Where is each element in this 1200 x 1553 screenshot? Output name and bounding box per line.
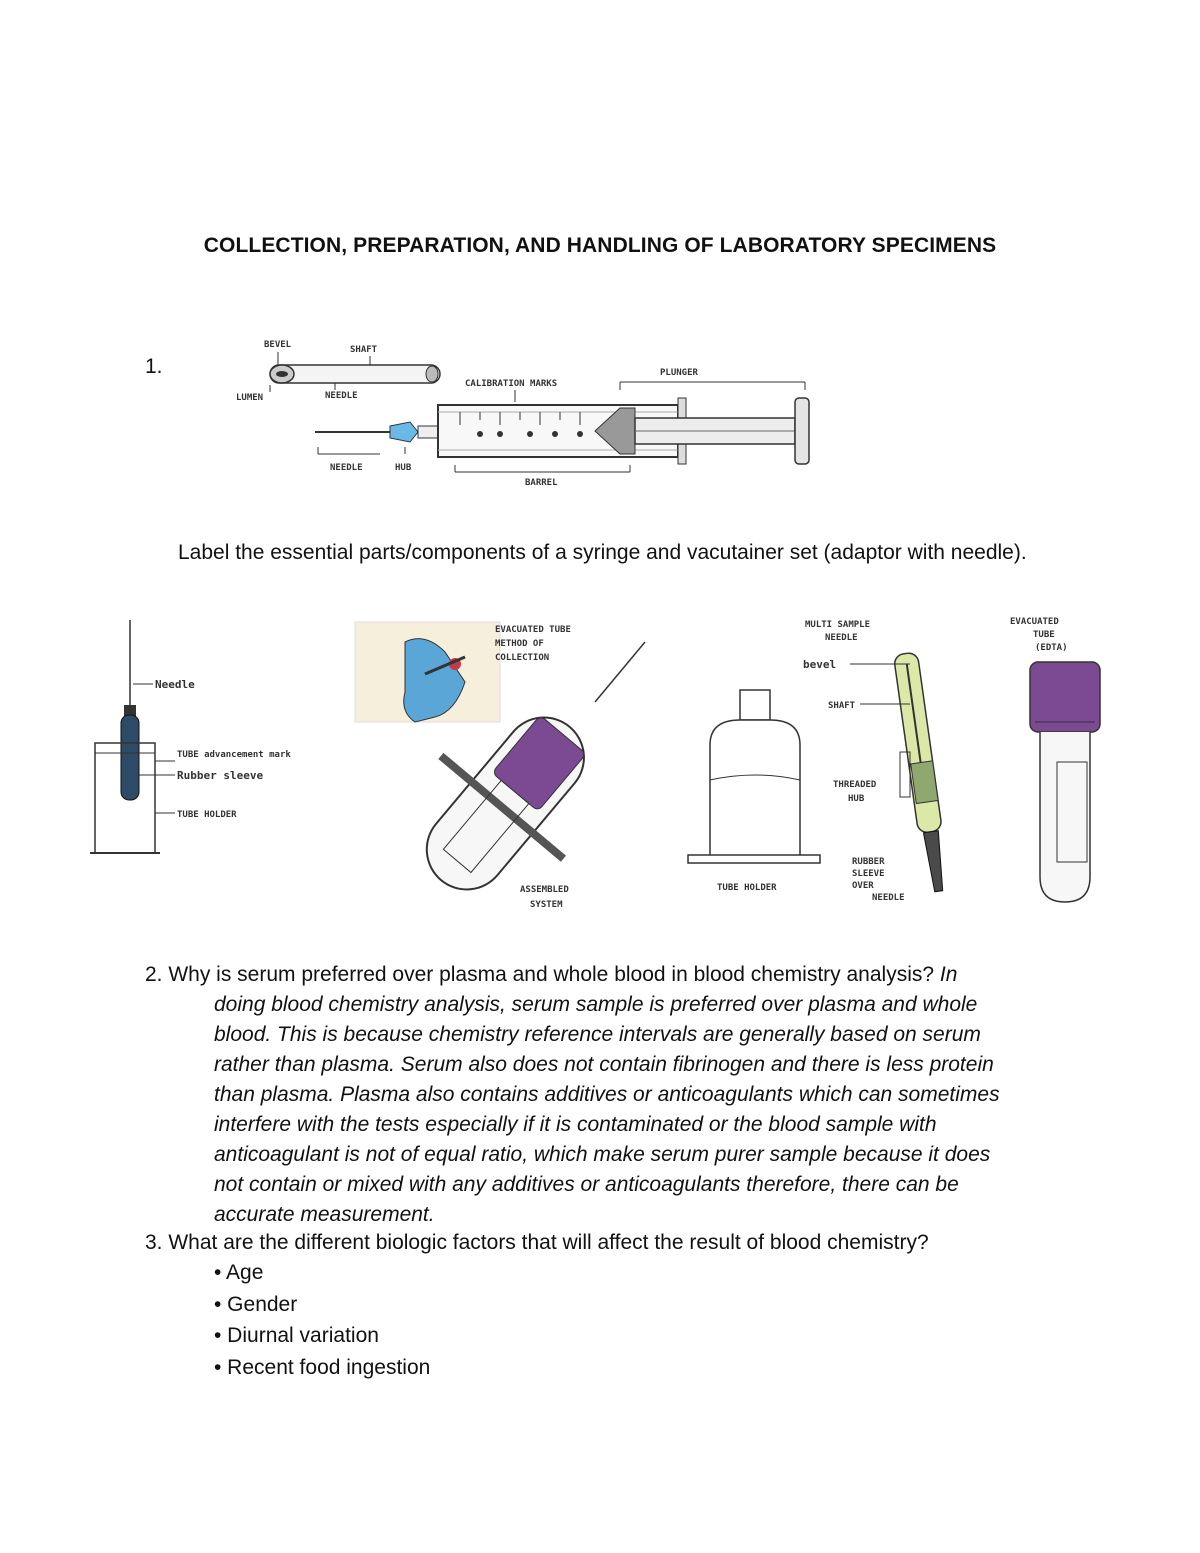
answer-line: anticoagulant is not of equal ratio, which make serum purer sample because it does <box>214 1143 991 1166</box>
label-needle-left: Needle <box>155 678 195 691</box>
label-evac-tube-2: TUBE <box>1033 630 1055 640</box>
label-shaft: SHAFT <box>350 345 378 355</box>
label-evacuated-method-2: METHOD OF <box>495 639 544 649</box>
question-2-answer-first: In <box>939 963 958 986</box>
label-multi-1: MULTI SAMPLE <box>805 620 871 630</box>
label-evac-tube-1: EVACUATED <box>1010 617 1059 627</box>
label-calibration-marks: CALIBRATION MARKS <box>465 379 558 389</box>
answer-line: rather than plasma. Serum also does not contain fibrinogen and there is less protein <box>214 1053 994 1076</box>
label-evacuated-method-1: EVACUATED TUBE <box>495 625 571 635</box>
question-1-instruction: Label the essential parts/components of a syringe and vacutainer set (adaptor with needle). <box>178 541 1027 564</box>
evacuated-tube-method-illustration <box>345 612 665 922</box>
evacuated-tube-edta-illustration <box>1005 612 1135 912</box>
answer-line: accurate measurement. <box>214 1203 435 1226</box>
list-item: • Gender <box>214 1292 298 1316</box>
multi-sample-needle-illustration <box>800 612 980 912</box>
label-hub: HUB <box>395 463 412 473</box>
label-rubber-2: SLEEVE <box>852 869 885 879</box>
label-evacuated-method-3: COLLECTION <box>495 653 550 663</box>
label-plunger: PLUNGER <box>660 368 698 378</box>
question-3: 3. What are the different biologic factors that will affect the result of blood chemistry? <box>145 1231 929 1254</box>
answer-line: than plasma. Plasma also contains additives or anticoagulants which can sometimes <box>214 1083 1000 1106</box>
label-barrel: BARREL <box>525 478 558 488</box>
label-threaded-2: HUB <box>848 794 865 804</box>
label-rubber-sleeve: Rubber sleeve <box>177 769 264 782</box>
answer-line: doing blood chemistry analysis, serum sample is preferred over plasma and whole <box>214 993 978 1016</box>
label-needle: NEEDLE <box>330 463 363 473</box>
label-rubber-1: RUBBER <box>852 857 885 867</box>
label-assembled-2: SYSTEM <box>530 900 563 910</box>
answer-line: blood. This is because chemistry reference intervals are generally based on serum <box>214 1023 981 1046</box>
biologic-factors-list <box>214 1257 430 1383</box>
needle-closeup <box>270 352 440 392</box>
label-evac-tube-3: (EDTA) <box>1035 643 1068 653</box>
label-tube-advancement: TUBE advancement mark <box>177 750 291 760</box>
label-shaft-multi: SHAFT <box>828 701 856 711</box>
label-multi-2: NEEDLE <box>825 633 858 643</box>
label-needle-top: NEEDLE <box>325 391 358 401</box>
label-rubber-3: OVER <box>852 881 874 891</box>
label-tube-holder: TUBE HOLDER <box>717 883 777 893</box>
question-2 <box>145 960 1085 990</box>
list-item: • Diurnal variation <box>214 1324 379 1347</box>
label-tube-holder-left: TUBE HOLDER <box>177 810 237 820</box>
label-rubber-4: NEEDLE <box>872 893 905 903</box>
document-title: COLLECTION, PREPARATION, AND HANDLING OF LABORATORY SPECIMENS <box>203 234 997 257</box>
syringe-needle <box>315 422 438 454</box>
label-bevel: BEVEL <box>264 340 292 350</box>
list-item: • Recent food ingestion <box>214 1355 431 1379</box>
list-item: • Age <box>214 1261 264 1284</box>
answer-line: not contain or mixed with any additives or anticoagulants therefore, there can be <box>214 1173 959 1196</box>
label-bevel-multi: bevel <box>803 658 837 671</box>
answer-line: interfere with the tests especially if it is contaminated or the blood sample with <box>214 1113 937 1136</box>
syringe-illustration <box>236 330 850 490</box>
label-lumen: LUMEN <box>236 393 264 403</box>
question-2-text: 2. Why is serum preferred over plasma and whole blood in blood chemistry analysis? <box>145 963 935 986</box>
question-1-number: 1. <box>145 355 163 378</box>
needle-tube-holder-illustration <box>85 615 345 865</box>
label-threaded-1: THREADED <box>833 780 877 790</box>
question-2-answer <box>214 990 1114 1230</box>
label-assembled-1: ASSEMBLED <box>520 885 569 895</box>
